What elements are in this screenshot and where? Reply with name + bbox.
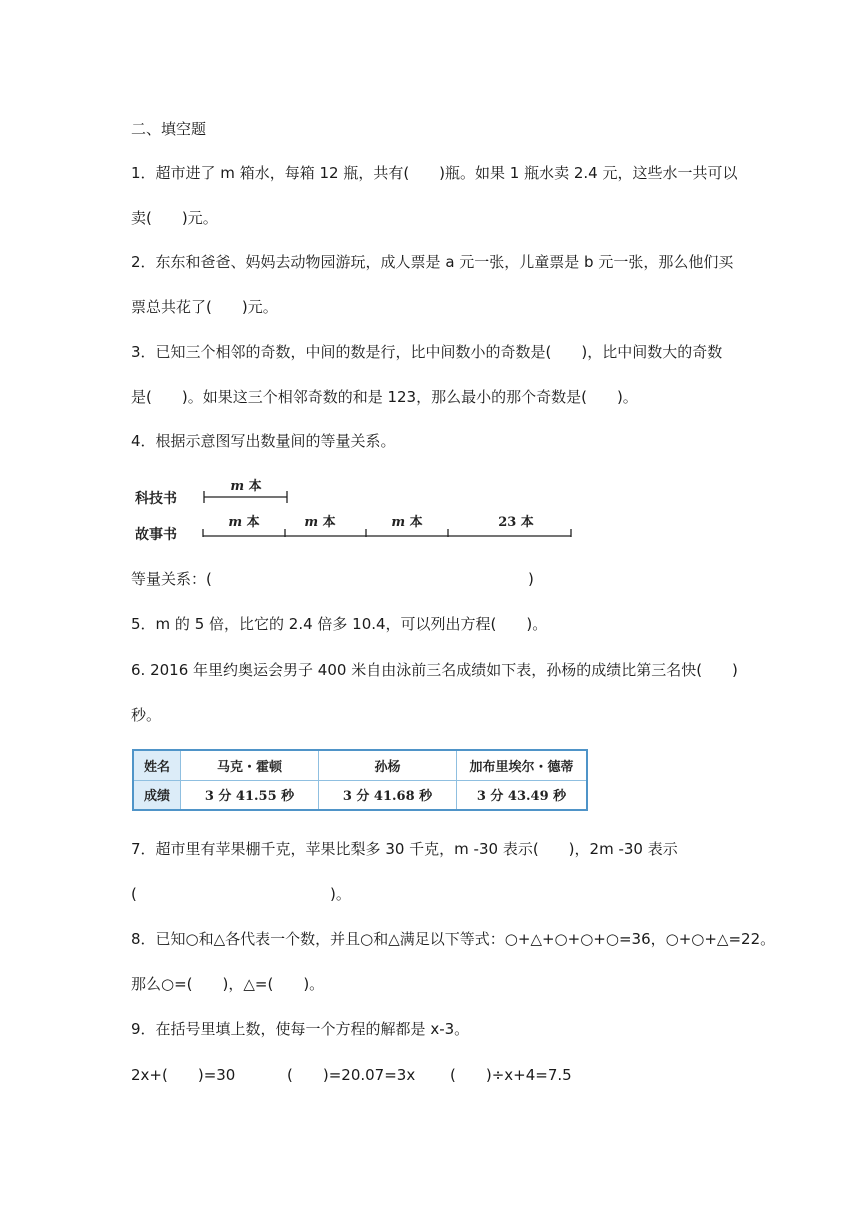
score-cell: 3 分 41.55 秒 [181,780,319,810]
score-cell: 3 分 43.49 秒 [457,780,588,810]
score-cell: 3 分 41.68 秒 [319,780,457,810]
question-1-line-2: 卖( )元。 [131,209,218,227]
segment-var: m [230,479,245,494]
segment-label-story-2 [292,511,348,530]
segment-var: m [391,515,406,530]
question-7-close-paren: )。 [330,885,351,903]
table-row [133,780,587,810]
segment-label-story-last: 23 本 [498,515,534,530]
segment-unit: 本 [322,515,336,530]
segment-unit: 本 [246,515,260,530]
question-2-line-1: 2．东东和爸爸、妈妈去动物园游玩，成人票是 a 元一张，儿童票是 b 元一张，那么他们买 [131,253,734,271]
segment-unit: 本 [409,515,423,530]
question-8-line-1: 8．已知○和△各代表一个数，并且○和△满足以下等式：○+△+○+○+○=36，○+○+△=22。 [131,930,776,948]
question-2-line-2: 票总共花了( )元。 [131,298,278,316]
results-table [132,749,588,811]
segment-label-story-1 [216,511,272,530]
question-6-line-2: 秒。 [131,706,162,724]
answer-prefix: 等量关系：( [131,570,212,588]
name-cell: 马克・霍顿 [181,750,319,780]
row-header-score: 成绩 [133,780,181,810]
question-3-line-2: 是( )。如果这三个相邻奇数的和是 123，那么最小的那个奇数是( )。 [131,388,638,406]
segment-var: m [228,515,243,530]
segment-label-story-3 [379,511,435,530]
question-5-line-1: 5．m 的 5 倍，比它的 2.4 倍多 10.4，可以列出方程( )。 [131,615,548,633]
question-8-line-2: 那么○=( )，△=( )。 [131,975,325,993]
question-9-line-1: 9．在括号里填上数，使每一个方程的解都是 x-3。 [131,1020,470,1038]
question-7-open-paren: ( [131,885,137,903]
segment-lines [0,0,860,560]
name-cell: 孙杨 [319,750,457,780]
row-label-story-books: 故事书 [135,527,177,543]
section-title: 二、填空题 [131,120,207,138]
equation-2: ( )=20.07=3x [287,1066,416,1084]
segment-var: m [304,515,319,530]
row-header-name: 姓名 [133,750,181,780]
table-row [133,750,587,780]
name-cell: 加布里埃尔・德蒂 [457,750,588,780]
row-label-science-books: 科技书 [135,491,177,507]
question-7-line-1: 7．超市里有苹果棚千克，苹果比梨多 30 千克，m -30 表示( )，2m -30 表示 [131,840,678,858]
equation-1: 2x+( )=30 [131,1066,236,1084]
equation-3: ( )÷x+4=7.5 [450,1066,572,1084]
question-4-line-1: 4．根据示意图写出数量间的等量关系。 [131,432,396,450]
question-3-line-1: 3．已知三个相邻的奇数，中间的数是行，比中间数小的奇数是( )，比中间数大的奇数 [131,343,723,361]
answer-suffix: ) [528,570,534,588]
question-6-line-1: 6. 2016 年里约奥运会男子 400 米自由泳前三名成绩如下表，孙杨的成绩比第三名快( ) [131,661,738,679]
segment-unit: 本 [248,479,262,494]
question-1-line-1: 1．超市进了 m 箱水，每箱 12 瓶，共有( )瓶。如果 1 瓶水卖 2.4 元，这些水一共可以 [131,164,738,182]
answer-blank[interactable] [214,569,526,589]
segment-diagram [0,0,860,560]
segment-label-science [218,475,274,494]
